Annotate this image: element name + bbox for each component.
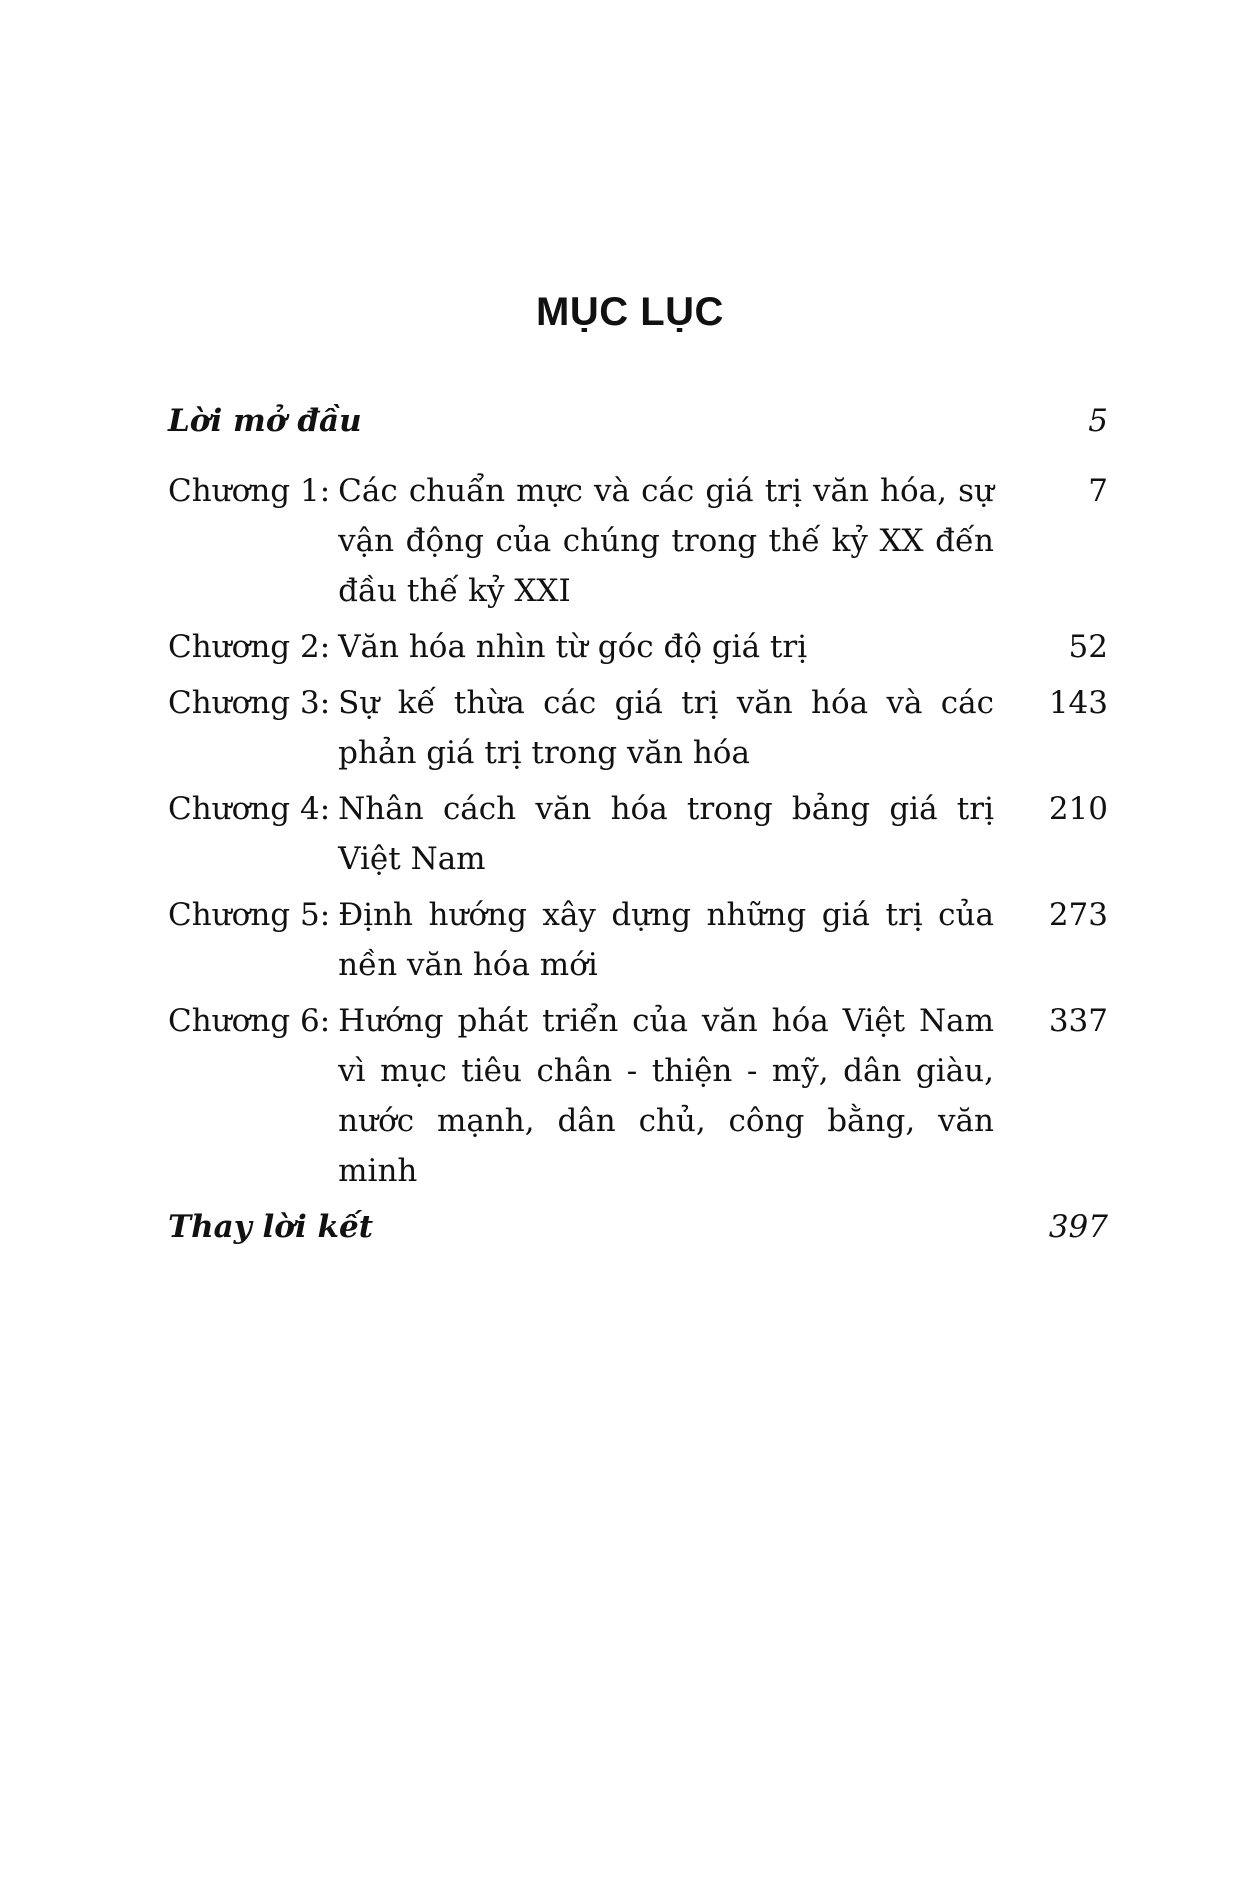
chapter-title: Văn hóa nhìn từ góc độ giá trị [338,629,808,665]
toc-page-number: 273 [1048,897,1108,933]
toc-entry-chapter-2 [168,622,1108,672]
chapter-label: Chương 3: [168,685,331,721]
toc-entry-chapter-4 [168,784,1108,884]
toc-page-number: 143 [1048,685,1108,721]
page-title: MỤC LỤC [536,290,724,334]
toc-entry-chapter-5 [168,890,1108,990]
chapter-label: Chương 1: [168,473,331,509]
chapter-label: Chương 4: [168,791,331,827]
chapter-title: Nhân cách văn hóa trong bảng giá trị Việt Nam [338,791,994,877]
toc-entry-preface [168,396,1108,446]
toc-page-number: 7 [1088,473,1108,509]
chapter-label: Chương 5: [168,897,331,933]
toc-page-number: 397 [1048,1209,1108,1245]
chapter-label: Chương 2: [168,629,331,665]
chapter-title: Hướng phát triển của văn hóa Việt Nam vì mục tiêu chân - thiện - mỹ, dân giàu, nước mạnh, dân chủ, công bằng, văn minh [338,1003,994,1189]
table-of-contents [168,396,1108,1272]
toc-entry-chapter-3 [168,678,1108,778]
toc-page-number: 210 [1048,791,1108,827]
toc-page-number: 5 [1088,403,1108,439]
toc-entry-conclusion [168,1202,1108,1252]
toc-page-number: 52 [1068,629,1108,665]
chapter-title: Định hướng xây dựng những giá trị của nền văn hóa mới [338,897,994,983]
toc-entry-title: Lời mở đầu [168,403,362,439]
chapter-title: Sự kế thừa các giá trị văn hóa và các phản giá trị trong văn hóa [338,685,994,771]
chapter-label: Chương 6: [168,1003,331,1039]
chapter-title: Các chuẩn mực và các giá trị văn hóa, sự vận động của chúng trong thế kỷ XX đến đầu thế kỷ XXI [338,473,994,609]
toc-entry-chapter-6 [168,996,1108,1196]
toc-entry-title: Thay lời kết [168,1209,374,1245]
toc-entry-chapter-1 [168,466,1108,616]
toc-page-number: 337 [1048,1003,1108,1039]
